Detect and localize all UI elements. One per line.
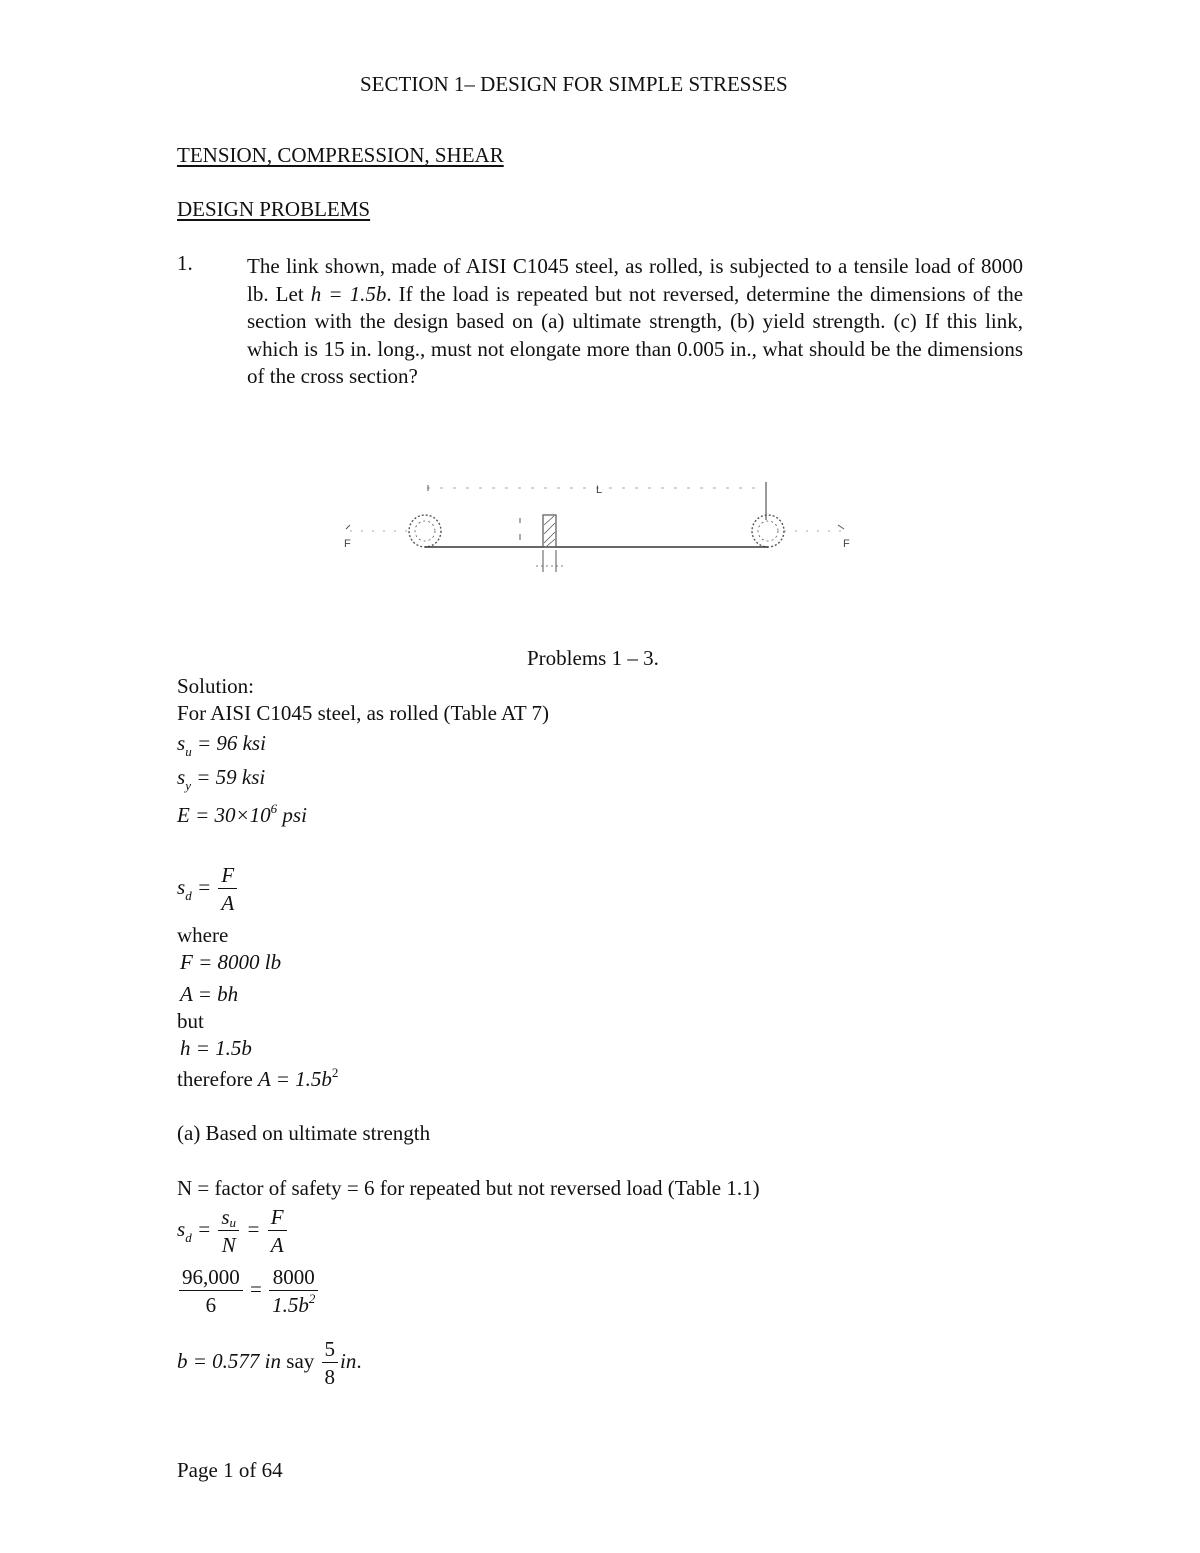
area-equation: A = bh — [180, 982, 239, 1006]
sy-equation: $s_y = 59$ ksi — [177, 765, 266, 793]
therefore-line: therefore $A = 1.5b^2$ — [177, 1065, 339, 1091]
force-equation: F = 8000 lb — [180, 950, 282, 974]
problem-statement — [247, 253, 1023, 391]
left-pin-eye — [409, 515, 441, 547]
material-line: For AISI C1045 steel, as rolled (Table AT 7) — [177, 701, 550, 725]
but-label: but — [177, 1009, 204, 1033]
right-force-label: F — [843, 538, 850, 550]
length-label: L — [596, 484, 603, 496]
su-equation: $s_u = 96$ ksi — [177, 731, 266, 759]
subtopic-heading: DESIGN PROBLEMS — [177, 197, 371, 221]
topic-heading: TENSION, COMPRESSION, SHEAR — [177, 143, 504, 167]
solution-label: Solution: — [177, 674, 255, 698]
factor-of-safety-line: N = factor of safety = 6 for repeated but not reversed load (Table 1.1) — [177, 1176, 760, 1200]
page-number: Page 1 of 64 — [177, 1458, 283, 1482]
right-pin-eye — [752, 515, 784, 547]
design-stress-definition: $s_d$ = $\frac{F}{A}$ — [177, 864, 239, 914]
modulus-equation: $E = 30\times 10^6$ psi — [177, 801, 307, 827]
part-a-stress-equation: $s_d$ = $\frac{su}{N}$ = $\frac{F}{A}$ — [177, 1206, 289, 1256]
left-force-label: F — [344, 538, 351, 550]
part-a-result: b = 0.577 in say $\frac{5}{8}$ in. — [177, 1337, 362, 1390]
part-a-numeric-equation: $\frac{96,000}{6}$ = $\frac{8000}{1.5b^2}$ — [177, 1266, 320, 1316]
part-a-heading: (a) Based on ultimate strength — [177, 1121, 431, 1145]
height-equation: h = 1.5b — [180, 1036, 252, 1060]
problem-inline-equation: h = 1.5b — [310, 281, 387, 306]
figure-caption: Problems 1 – 3. — [527, 646, 659, 670]
link-drawing — [330, 470, 870, 580]
section-title: SECTION 1– DESIGN FOR SIMPLE STRESSES — [360, 72, 788, 96]
link-figure — [330, 470, 870, 580]
problem-text-before: The link shown, made of AISI C1045 steel, as rolled, is subjected to a tensile load of 8000 lb. Let — [247, 254, 1023, 306]
where-label: where — [177, 923, 229, 947]
problem-text-after: . If the load is repeated but not reversed, determine the dimensions of the section with the design based on (a) ultimate strength, (b) yield strength. (c) If this link, which is 15 in. long., must not elongate more than 0.005 in., what should be the dimensions of the cross section? — [247, 281, 1024, 388]
problem-number: 1. — [177, 251, 193, 275]
